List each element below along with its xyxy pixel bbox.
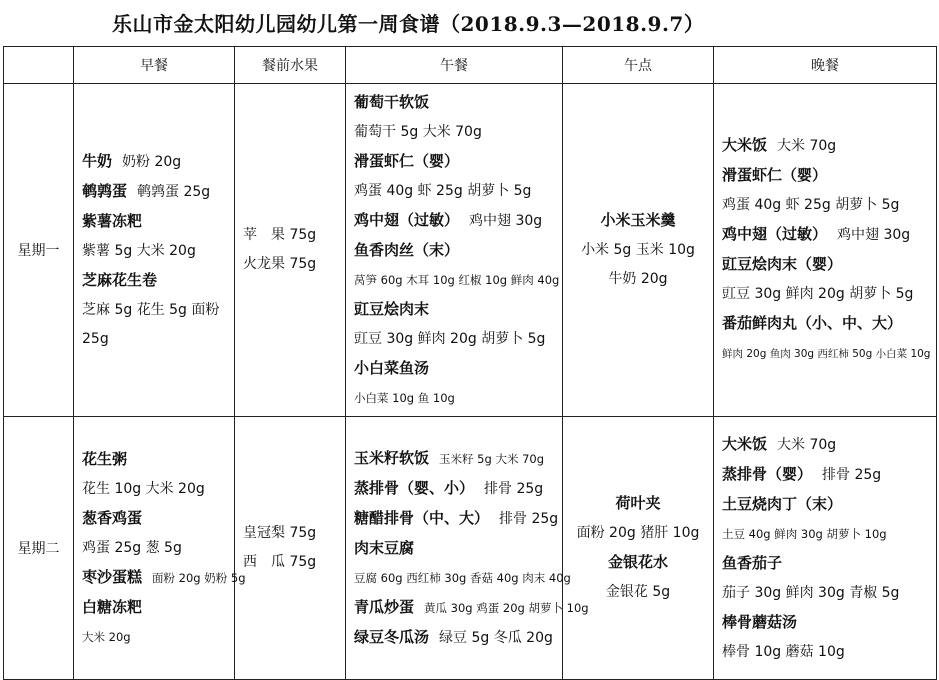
menu-line xyxy=(354,325,562,354)
ingredients: 面粉 20g 奶粉 5g xyxy=(152,570,246,585)
dish-name: 小白菜鱼汤 xyxy=(354,358,430,377)
ingredients: 玉米籽 5g 大米 70g xyxy=(439,451,545,466)
dish-name: 鸡中翅（过敏） xyxy=(722,225,828,243)
dish-name: 青瓜炒蛋 xyxy=(354,597,415,616)
ingredients: 大米 70g xyxy=(777,138,837,154)
menu-line xyxy=(354,177,562,206)
dish-name: 蒸排骨（婴） xyxy=(722,464,813,483)
menu-line xyxy=(354,295,562,325)
menu-line xyxy=(82,237,234,266)
menu-line xyxy=(354,564,571,593)
header-snack: 午点 xyxy=(563,47,714,84)
ingredients: 豇豆 30g 鲜肉 20g 胡萝卜 5g xyxy=(354,330,546,347)
fruit-cell xyxy=(235,84,346,417)
menu-line: 西 瓜 75g xyxy=(243,554,317,570)
menu-line xyxy=(354,623,562,653)
dish-name: 鸡中翅（过敏） xyxy=(354,210,460,229)
menu-line xyxy=(722,579,936,608)
menu-line: 苹 果 75g xyxy=(243,227,317,243)
menu-line xyxy=(82,296,234,325)
menu-line xyxy=(82,266,234,296)
header-dinner: 晚餐 xyxy=(714,47,937,84)
snack-cell xyxy=(563,417,714,680)
dish-name: 鹌鹑蛋 xyxy=(82,181,128,200)
menu-line xyxy=(722,608,936,638)
ingredients: 豇豆 30g 鲜肉 20g 胡萝卜 5g xyxy=(722,286,914,302)
menu-line xyxy=(722,131,936,161)
dish-name: 豇豆烩肉末（婴） xyxy=(722,255,843,273)
ingredients: 25g xyxy=(82,330,109,347)
table-row xyxy=(4,84,937,417)
menu-line xyxy=(354,236,562,266)
ingredients: 鸡中翅 30g xyxy=(837,227,911,243)
menu-line xyxy=(82,563,246,593)
page-title: 乐山市金太阳幼儿园幼儿第一周食谱（2018.9.3—2018.9.7） xyxy=(112,12,705,36)
dish-name: 番茄鲜肉丸（小、中、大） xyxy=(722,314,903,332)
ingredients: 鸡蛋 25g 葱 5g xyxy=(82,539,182,556)
ingredients: 大米 70g xyxy=(777,436,837,453)
dish-name: 花生粥 xyxy=(82,449,128,468)
menu-line xyxy=(354,354,562,384)
ingredients: 小白菜 10g 鱼 10g xyxy=(354,390,455,405)
menu-line xyxy=(563,548,713,578)
dinner-cell xyxy=(714,417,937,680)
dish-name: 鱼香肉丝（末） xyxy=(354,240,460,259)
menu-table xyxy=(3,46,937,680)
dish-name: 滑蛋虾仁（婴） xyxy=(722,166,828,184)
menu-line xyxy=(82,534,234,563)
ingredients: 绿豆 5g 冬瓜 20g xyxy=(439,629,553,646)
menu-line xyxy=(354,534,562,564)
ingredients: 莴笋 60g 木耳 10g 红椒 10g 鲜肉 40g xyxy=(354,272,560,287)
dish-name: 蒸排骨（婴、小） xyxy=(354,478,475,497)
menu-line xyxy=(82,593,234,623)
ingredients: 奶粉 20g xyxy=(122,153,182,170)
dish-name: 枣沙蛋糕 xyxy=(82,567,143,586)
ingredients: 土豆 40g 鲜肉 30g 胡萝卜 10g xyxy=(722,526,887,541)
menu-line xyxy=(82,177,234,207)
header-breakfast: 早餐 xyxy=(74,47,235,84)
ingredients: 金银花 5g xyxy=(605,584,671,600)
menu-line xyxy=(722,638,936,667)
menu-line xyxy=(82,445,234,475)
menu-line xyxy=(354,593,589,623)
menu-line xyxy=(563,206,713,236)
menu-line xyxy=(354,474,562,504)
menu-line xyxy=(722,520,936,549)
dish-name: 大米饭 xyxy=(722,136,768,154)
menu-line xyxy=(722,161,936,191)
menu-line xyxy=(722,549,936,579)
menu-line: 皇冠梨 75g xyxy=(243,525,317,541)
ingredients: 牛奶 20g xyxy=(608,271,668,287)
header-fruit: 餐前水果 xyxy=(235,47,346,84)
menu-line xyxy=(563,236,713,265)
dish-name: 芝麻花生卷 xyxy=(82,270,158,289)
dish-name: 葱香鸡蛋 xyxy=(82,508,143,527)
menu-line xyxy=(354,444,562,474)
ingredients: 黄瓜 30g 鸡蛋 20g 胡萝卜 10g xyxy=(424,600,589,615)
menu-line xyxy=(722,250,936,280)
ingredients: 面粉 20g 猪肝 10g xyxy=(576,525,700,541)
dinner-cell xyxy=(714,84,937,417)
menu-line xyxy=(563,519,713,548)
day-label: 星期二 xyxy=(4,417,74,680)
menu-line xyxy=(563,489,713,519)
ingredients: 鸡中翅 30g xyxy=(469,212,543,229)
menu-line xyxy=(354,118,562,147)
dish-name: 大米饭 xyxy=(722,434,768,453)
menu-line xyxy=(82,623,234,652)
menu-line xyxy=(82,147,234,177)
menu-line xyxy=(354,147,562,177)
dish-name: 小米玉米羹 xyxy=(600,211,676,229)
ingredients: 茄子 30g 鲜肉 30g 青椒 5g xyxy=(722,584,900,601)
menu-line xyxy=(722,339,936,369)
dish-name: 肉末豆腐 xyxy=(354,538,415,557)
dish-name: 牛奶 xyxy=(82,151,113,170)
menu-line xyxy=(354,504,562,534)
dish-name: 紫薯冻粑 xyxy=(82,211,143,230)
ingredients: 花生 10g 大米 20g xyxy=(82,480,205,497)
header-day xyxy=(4,47,74,84)
menu-line xyxy=(82,207,234,237)
header-row xyxy=(4,47,937,84)
ingredients: 鸡蛋 40g 虾 25g 胡萝卜 5g xyxy=(354,182,532,199)
dish-name: 荷叶夹 xyxy=(615,494,661,512)
ingredients: 葡萄干 5g 大米 70g xyxy=(354,123,482,140)
ingredients: 芝麻 5g 花生 5g 面粉 xyxy=(82,301,220,318)
ingredients: 豆腐 60g 西红柿 30g 香菇 40g 肉末 40g xyxy=(354,570,571,585)
lunch-cell xyxy=(346,417,589,680)
table-row xyxy=(4,417,937,680)
snack-cell xyxy=(563,84,714,417)
fruit-cell xyxy=(235,417,346,680)
breakfast-cell xyxy=(74,84,235,417)
ingredients: 大米 20g xyxy=(82,629,131,644)
menu-line xyxy=(563,265,713,294)
menu-line xyxy=(722,309,936,339)
dish-name: 白糖冻粑 xyxy=(82,597,143,616)
ingredients: 棒骨 10g 蘑菇 10g xyxy=(722,643,845,660)
menu-line xyxy=(82,325,234,354)
menu-line xyxy=(82,504,234,534)
menu-line xyxy=(354,206,562,236)
ingredients: 排骨 25g xyxy=(499,510,559,527)
ingredients: 鸡蛋 40g 虾 25g 胡萝卜 5g xyxy=(722,197,900,213)
menu-line xyxy=(722,460,936,490)
menu-line xyxy=(354,88,562,118)
dish-name: 棒骨蘑菇汤 xyxy=(722,612,798,631)
menu-line xyxy=(354,384,562,413)
menu-line xyxy=(354,266,562,295)
dish-name: 玉米籽软饭 xyxy=(354,448,430,467)
menu-line xyxy=(722,191,936,220)
menu-line xyxy=(722,220,936,250)
ingredients: 排骨 25g xyxy=(822,466,882,483)
ingredients: 排骨 25g xyxy=(484,480,544,497)
dish-name: 鱼香茄子 xyxy=(722,553,783,572)
day-label: 星期一 xyxy=(4,84,74,417)
ingredients: 小米 5g 玉米 10g xyxy=(581,242,695,258)
ingredients: 鹌鹑蛋 25g xyxy=(137,183,211,200)
dish-name: 土豆烧肉丁（末） xyxy=(722,494,843,513)
menu-line xyxy=(82,475,234,504)
dish-name: 绿豆冬瓜汤 xyxy=(354,627,430,646)
breakfast-cell xyxy=(74,417,246,680)
header-lunch: 午餐 xyxy=(346,47,563,84)
menu-line xyxy=(722,490,936,520)
dish-name: 糖醋排骨（中、大） xyxy=(354,508,490,527)
ingredients: 紫薯 5g 大米 20g xyxy=(82,242,196,259)
dish-name: 葡萄干软饭 xyxy=(354,92,430,111)
dish-name: 豇豆烩肉末 xyxy=(354,299,430,318)
ingredients: 鲜肉 20g 鱼肉 30g 西红柿 50g 小白菜 10g xyxy=(722,348,931,360)
menu-line xyxy=(722,430,936,460)
dish-name: 金银花水 xyxy=(607,553,668,571)
lunch-cell xyxy=(346,84,563,417)
menu-line: 火龙果 75g xyxy=(243,256,317,272)
menu-line xyxy=(722,280,936,309)
dish-name: 滑蛋虾仁（婴） xyxy=(354,151,460,170)
